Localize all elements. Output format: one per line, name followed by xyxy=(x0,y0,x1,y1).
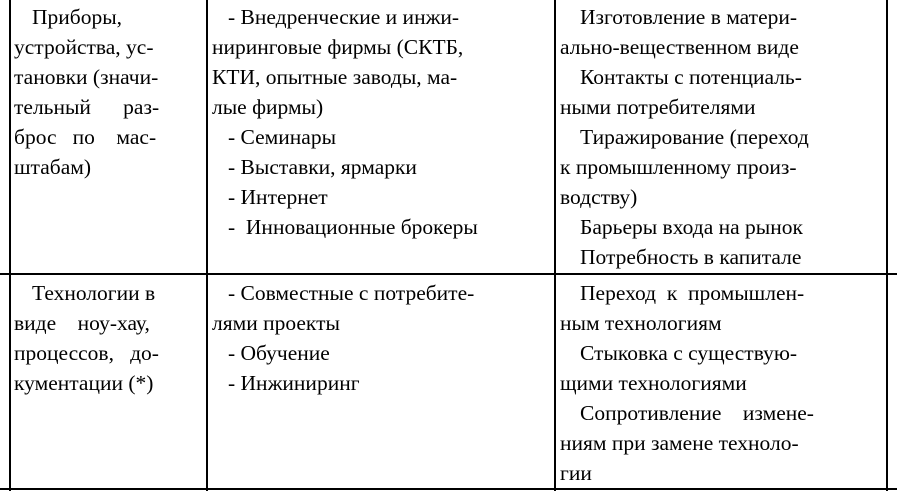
cell-line: Тиражирование (переход xyxy=(580,125,809,149)
column-border xyxy=(9,0,11,491)
cell-line: Приборы, xyxy=(32,5,123,29)
cell-line: - Семинары xyxy=(228,125,337,149)
cell-line: Переход к промышлен- xyxy=(580,281,805,305)
cell-line: Барьеры входа на рынок xyxy=(580,215,803,239)
cell-line: лые фирмы) xyxy=(212,95,324,119)
column-divider xyxy=(206,0,208,491)
cell-line: тельный раз- xyxy=(14,95,160,119)
column-border xyxy=(886,0,888,491)
cell-line: устройства, ус- xyxy=(14,35,154,59)
cell-line: - Внедренческие и инжи- xyxy=(228,5,460,29)
cell-line: ным технологиям xyxy=(560,311,722,335)
cell-line: водству) xyxy=(560,185,638,209)
cell-line: КТИ, опытные заводы, ма- xyxy=(212,65,458,89)
cell-line: Сопротивление измене- xyxy=(580,401,814,425)
cell-line: - Обучение xyxy=(228,341,330,365)
row-divider xyxy=(0,273,897,275)
cell-line: кументации (*) xyxy=(14,371,154,395)
cell-line: штабам) xyxy=(14,155,92,179)
cell-line: - Совместные с потребите- xyxy=(228,281,475,305)
cell-line: - Инновационные брокеры xyxy=(228,215,478,239)
cell-line: гии xyxy=(560,461,592,485)
cell-line: брос по мас- xyxy=(14,125,157,149)
cell-line: - Выставки, ярмарки xyxy=(228,155,417,179)
cell-line: щими технологиями xyxy=(560,371,747,395)
cell-line: ниям при замене техноло- xyxy=(560,431,799,455)
column-divider xyxy=(554,0,556,491)
cell-line: виде ноу-хау, xyxy=(14,311,150,335)
cell-line: лями проекты xyxy=(212,311,340,335)
table-bottom-border xyxy=(0,488,897,490)
cell-line: - Инжиниринг xyxy=(228,371,360,395)
cell-line: к промышленному произ- xyxy=(560,155,797,179)
cell-line: ниринговые фирмы (СКТБ, xyxy=(212,35,464,59)
cell-line: ально-вещественном виде xyxy=(560,35,799,59)
cell-line: Контакты с потенциаль- xyxy=(580,65,802,89)
cell-line: Потребность в капитале xyxy=(580,245,802,269)
cell-line: - Интернет xyxy=(228,185,328,209)
cell-line: Изготовление в матери- xyxy=(580,5,798,29)
cell-line: процессов, до- xyxy=(14,341,159,365)
cell-line: тановки (значи- xyxy=(14,65,159,89)
cell-line: ными потребителями xyxy=(560,95,756,119)
cell-line: Технологии в xyxy=(32,281,156,305)
cell-line: Стыковка с существую- xyxy=(580,341,798,365)
